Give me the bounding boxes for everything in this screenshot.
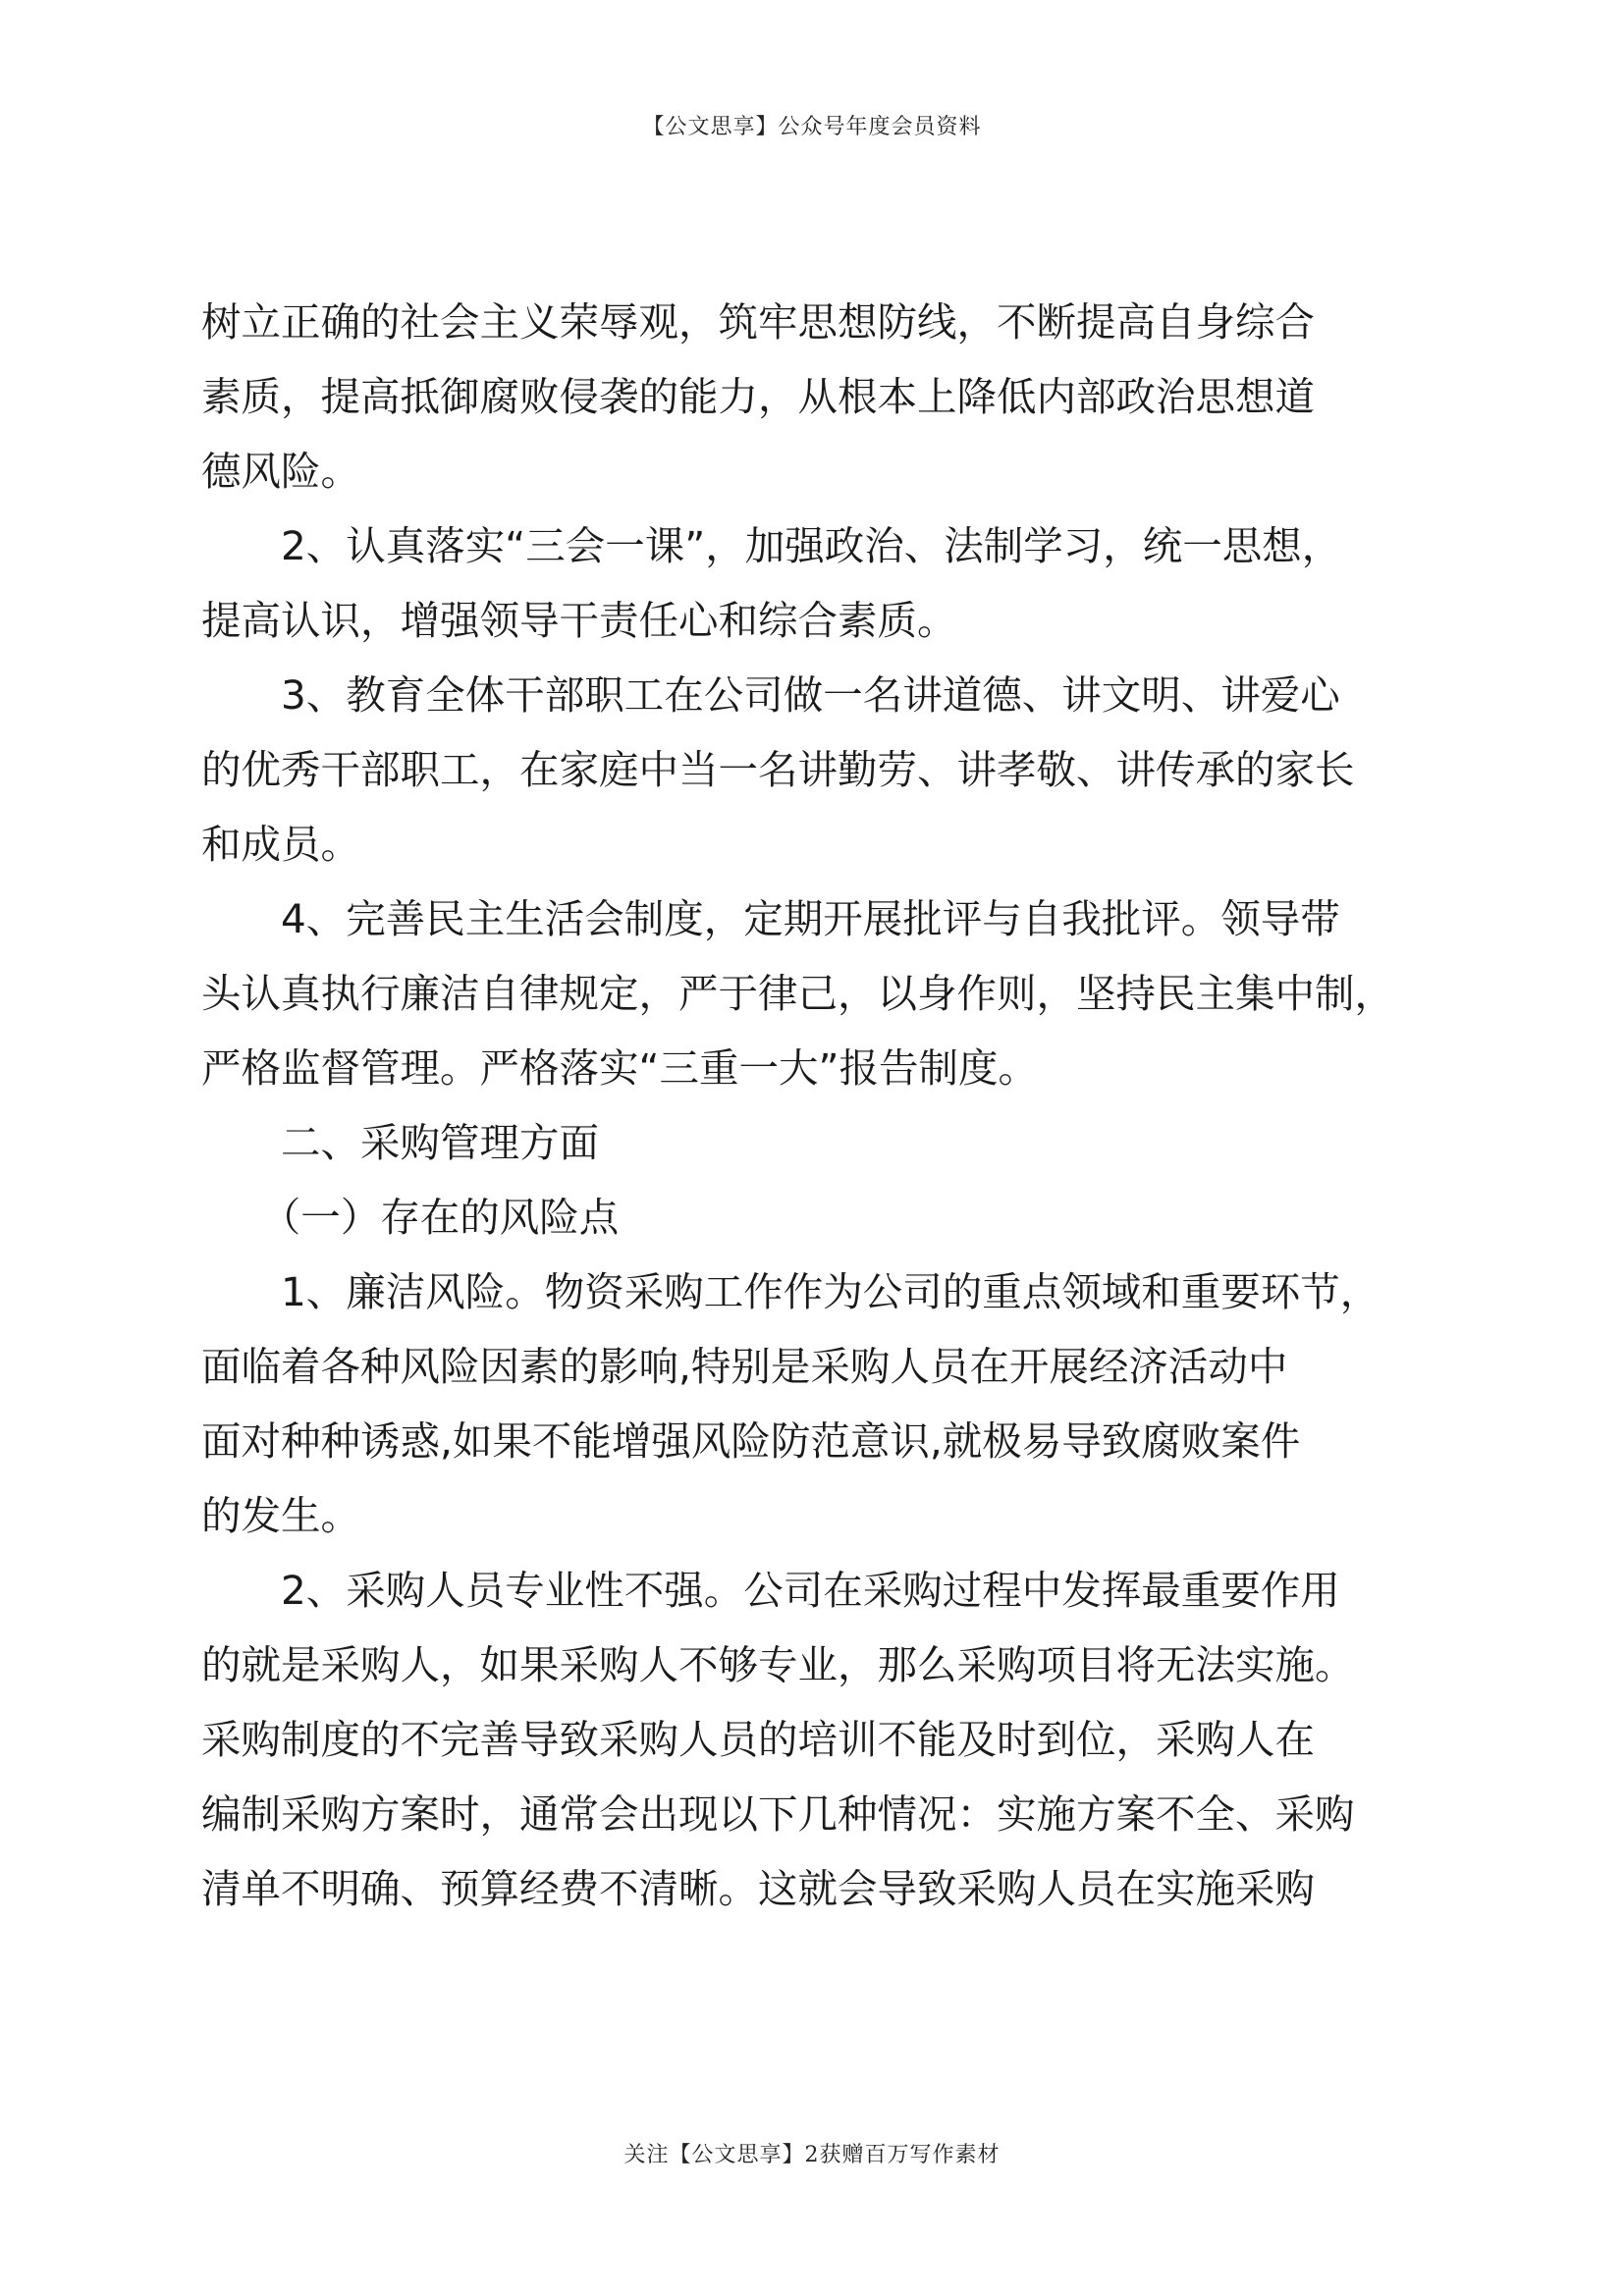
text-line: 头认真执行廉洁自律规定，严于律己，以身作则，坚持民主集中制，	[201, 970, 1394, 1017]
text-line: 严格监督管理。严格落实“三重一大”报告制度。	[201, 1044, 1038, 1092]
page-header: 【公文思享】公众号年度会员资料	[642, 115, 982, 139]
text-line: 编制采购方案时，通常会出现以下几种情况：实施方案不全、采购	[201, 1790, 1355, 1838]
text-line: 面临着各种风险因素的影响,特别是采购人员在开展经济活动中	[201, 1343, 1288, 1390]
text-line: 的就是采购人，如果采购人不够专业，那么采购项目将无法实施。	[201, 1641, 1355, 1688]
text-line: 树立正确的社会主义荣辱观，筑牢思想防线，不断提高自身综合	[201, 298, 1315, 346]
text-line: 3、教育全体干部职工在公司做一名讲道德、讲文明、讲爱心	[201, 671, 1340, 719]
page-footer: 关注【公文思享】2获赠百万写作素材	[623, 2143, 1001, 2167]
text-line: 素质，提高抵御腐败侵袭的能力，从根本上降低内部政治思想道	[201, 373, 1315, 420]
text-line: 清单不明确、预算经费不清晰。这就会导致采购人员在实施采购	[201, 1865, 1315, 1912]
text-line: 提高认识，增强领导干责任心和综合素质。	[201, 597, 957, 644]
section-heading: 二、采购管理方面	[201, 1119, 599, 1166]
text-line: 2、认真落实“三会一课”，加强政治、法制学习，统一思想，	[201, 522, 1342, 569]
document-body	[201, 285, 1438, 1926]
text-line: 的发生。	[201, 1492, 360, 1539]
text-line: 2、采购人员专业性不强。公司在采购过程中发挥最重要作用	[201, 1567, 1340, 1614]
text-line: 的优秀干部职工，在家庭中当一名讲勤劳、讲孝敬、讲传承的家长	[201, 746, 1355, 793]
text-line: 和成员。	[201, 821, 360, 868]
text-line: 面对种种诱惑,如果不能增强风险防范意识,就极易导致腐败案件	[201, 1417, 1301, 1465]
subsection-heading: （一）存在的风险点	[201, 1194, 620, 1241]
text-line: 德风险。	[201, 448, 360, 495]
text-line: 1、廉洁风险。物资采购工作作为公司的重点领域和重要环节，	[201, 1268, 1380, 1315]
text-line: 4、完善民主生活会制度，定期开展批评与自我批评。领导带	[201, 895, 1340, 942]
text-line: 采购制度的不完善导致采购人员的培训不能及时到位，采购人在	[201, 1716, 1315, 1763]
